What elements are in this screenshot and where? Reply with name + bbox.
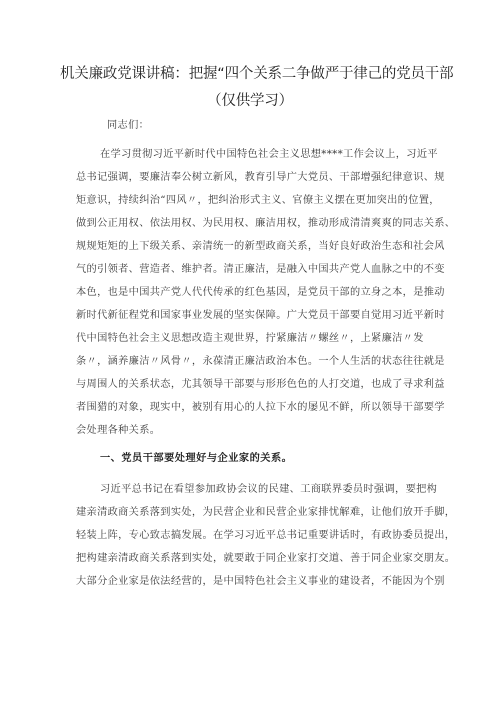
paragraph-line: 与周围人的关系状态，尤其领导干部要与形形色色的人打交道，也成了寻求利益 — [76, 379, 445, 390]
salutation: 同志们： — [107, 120, 150, 131]
paragraph-line: 气的引领者、营造者、维护者。清正廉洁，是融入中国共产党人血脉之中的不变 — [76, 264, 445, 275]
section-heading: 一、党员干部要处理好与企业家的关系。 — [100, 453, 293, 464]
paragraph-line: 者围猎的对象，现实中，被别有用心的人拉下水的屡见不鲜，所以领导干部要学 — [76, 402, 445, 413]
document-title-line2: （仅供学习） — [207, 93, 293, 109]
paragraph-line: 新时代新征程党和国家事业发展的坚实保障。广大党员干部要自觉用习近平新时 — [76, 310, 445, 321]
document-title-line1: 机关廉政党课讲稿：把握“四个关系二争做严于律己的党员干部 — [60, 66, 454, 82]
paragraph-line: 建亲清政商关系落到实处，为民营企业和民营企业家排忧解难，让他们放开手脚， — [76, 507, 456, 518]
paragraph-line: 轻装上阵，专心致志搞发展。在学习习近平总书记重要讲话时，有政协委员提出， — [76, 530, 456, 541]
paragraph-line: 规规矩矩的上下级关系、亲清统一的新型政商关系，当好良好政治生态和社会风 — [76, 241, 445, 252]
paragraph-line: 把构建亲清政商关系落到实处，就要敢于同企业家打交道、善于同企业家交朋友。 — [76, 553, 456, 564]
paragraph-line: 在学习贯彻习近平新时代中国特色社会主义思想****工作会议上，习近平 — [100, 149, 438, 160]
paragraph-line: 会处理各种关系。 — [76, 425, 161, 436]
paragraph-line: 总书记强调，要廉洁奉公树立新风，教育引导广大党员、干部增强纪律意识、规 — [76, 172, 445, 183]
paragraph-line: 本色，也是中国共产党人代代传承的红色基因，是党员干部的立身之本，是推动 — [76, 287, 445, 298]
paragraph-line: 代中国特色社会主义思想改造主观世界，拧紧廉洁〃螺丝〃，上紧廉洁〃发 — [76, 333, 424, 344]
paragraph-line: 矩意识，持续纠治“四风〃，把纠治形式主义、官僚主义摆在更加突出的位置， — [76, 195, 440, 206]
paragraph-line: 习近平总书记在看望参加政协会议的民建、工商联界委员时强调，要把构 — [100, 484, 438, 495]
paragraph-line: 做到公正用权、依法用权、为民用权、廉洁用权，推动形成清清爽爽的同志关系、 — [76, 218, 456, 229]
paragraph-line: 条〃，涵养廉洁〃风骨〃，永葆清正廉洁政治本色。一个人生活的状态往往就是 — [76, 356, 445, 367]
paragraph-line: 大部分企业家是依法经营的，是中国特色社会主义事业的建设者，不能因为个别 — [76, 576, 445, 587]
